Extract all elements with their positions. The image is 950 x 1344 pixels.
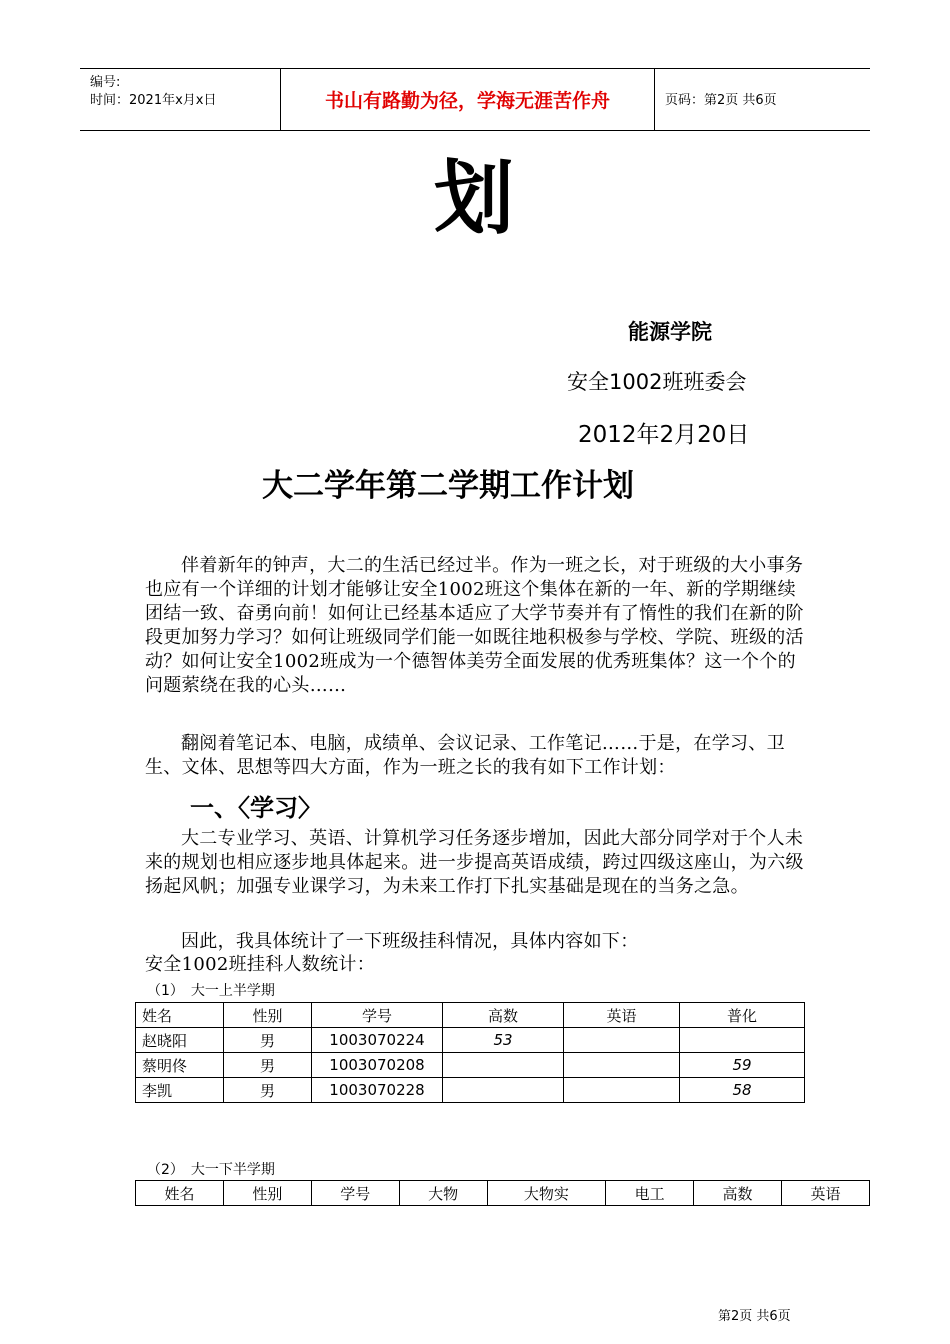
table-row bbox=[136, 1028, 805, 1053]
header-meta bbox=[80, 69, 281, 130]
cell-gender: 男 bbox=[224, 1028, 312, 1053]
table-header-row bbox=[136, 1181, 870, 1206]
time-label: 时间：2021年x月x日 bbox=[90, 93, 217, 108]
col-header: 性别 bbox=[223, 1181, 311, 1206]
col-header: 大物实 bbox=[487, 1181, 606, 1206]
col-header: 高数 bbox=[443, 1003, 564, 1028]
plan-paragraph bbox=[145, 732, 807, 780]
cell-score: 53 bbox=[443, 1028, 564, 1053]
col-header: 姓名 bbox=[136, 1003, 224, 1028]
cell-score: 58 bbox=[680, 1078, 805, 1103]
stats-intro-text: 因此，我具体统计了一下班级挂科情况，具体内容如下： bbox=[181, 931, 639, 952]
committee-name: 安全1002班班委会 bbox=[567, 370, 747, 394]
number-label: 编号: bbox=[90, 75, 121, 90]
col-header: 性别 bbox=[224, 1003, 312, 1028]
col-header: 英语 bbox=[564, 1003, 680, 1028]
cell-score bbox=[443, 1053, 564, 1078]
document-date: 2012年2月20日 bbox=[578, 422, 750, 448]
cell-name: 赵晓阳 bbox=[136, 1028, 224, 1053]
header-motto: 书山有路勤为径，学海无涯苦作舟 bbox=[281, 69, 655, 130]
cell-gender: 男 bbox=[224, 1078, 312, 1103]
stats-intro-paragraph bbox=[145, 930, 807, 954]
intro-text: 伴着新年的钟声，大二的生活已经过半。作为一班之长，对于班级的大小事务也应有一个详细的计划才能够让安全1002班这个集体在新的一年、新的学期继续团结一致、奋勇向前！如何让已经基本适应了大学节奏并有了惰性的我们在新的阶段更加努力学习？如何让班级同学们能一如既往地积极参与学校、学院、班级的活动？如何让安全1002班成为一个德智体美劳全面发展的优秀班集体？这一个个的问题萦绕在我的心头…… bbox=[145, 555, 804, 696]
fail-table-term2 bbox=[135, 1180, 870, 1206]
table-row bbox=[136, 1053, 805, 1078]
section-heading-study: 一、〈学习〉 bbox=[190, 794, 322, 822]
cell-score bbox=[564, 1078, 680, 1103]
col-header: 电工 bbox=[606, 1181, 694, 1206]
table-header-row bbox=[136, 1003, 805, 1028]
cell-id: 1003070228 bbox=[312, 1078, 443, 1103]
cell-id: 1003070224 bbox=[312, 1028, 443, 1053]
plan-text: 翻阅着笔记本、电脑，成绩单、会议记录、工作笔记……于是，在学习、卫生、文体、思想等四大方面，作为一班之长的我有如下工作计划： bbox=[145, 733, 785, 778]
large-character: 划 bbox=[434, 151, 514, 245]
col-header: 英语 bbox=[782, 1181, 870, 1206]
col-header: 大物 bbox=[399, 1181, 487, 1206]
intro-paragraph bbox=[145, 554, 807, 698]
table2-caption: （2） 大一下半学期 bbox=[147, 1162, 275, 1178]
stats-title: 安全1002班挂科人数统计： bbox=[145, 954, 376, 975]
table-row bbox=[136, 1078, 805, 1103]
cell-id: 1003070208 bbox=[312, 1053, 443, 1078]
study-paragraph bbox=[145, 827, 807, 899]
page-header bbox=[80, 68, 870, 131]
document-title: 大二学年第二学期工作计划 bbox=[262, 468, 634, 504]
cell-gender: 男 bbox=[224, 1053, 312, 1078]
cell-score bbox=[564, 1053, 680, 1078]
col-header: 姓名 bbox=[136, 1181, 224, 1206]
col-header: 学号 bbox=[311, 1181, 399, 1206]
fail-table-term1 bbox=[135, 1002, 805, 1103]
col-header: 普化 bbox=[680, 1003, 805, 1028]
cell-score bbox=[564, 1028, 680, 1053]
table1-caption: （1） 大一上半学期 bbox=[147, 983, 275, 999]
cell-score bbox=[443, 1078, 564, 1103]
cell-name: 蔡明佟 bbox=[136, 1053, 224, 1078]
cell-score bbox=[680, 1028, 805, 1053]
col-header: 学号 bbox=[312, 1003, 443, 1028]
cell-name: 李凯 bbox=[136, 1078, 224, 1103]
cell-score: 59 bbox=[680, 1053, 805, 1078]
col-header: 高数 bbox=[694, 1181, 782, 1206]
college-name: 能源学院 bbox=[628, 320, 712, 344]
header-page-info: 页码：第2页 共6页 bbox=[665, 93, 777, 108]
study-text: 大二专业学习、英语、计算机学习任务逐步增加，因此大部分同学对于个人未来的规划也相应逐步地具体起来。进一步提高英语成绩，跨过四级这座山，为六级扬起风帆；加强专业课学习，为未来工作打下扎实基础是现在的当务之急。 bbox=[145, 828, 804, 897]
page-footer: 第2页 共6页 bbox=[718, 1309, 791, 1324]
